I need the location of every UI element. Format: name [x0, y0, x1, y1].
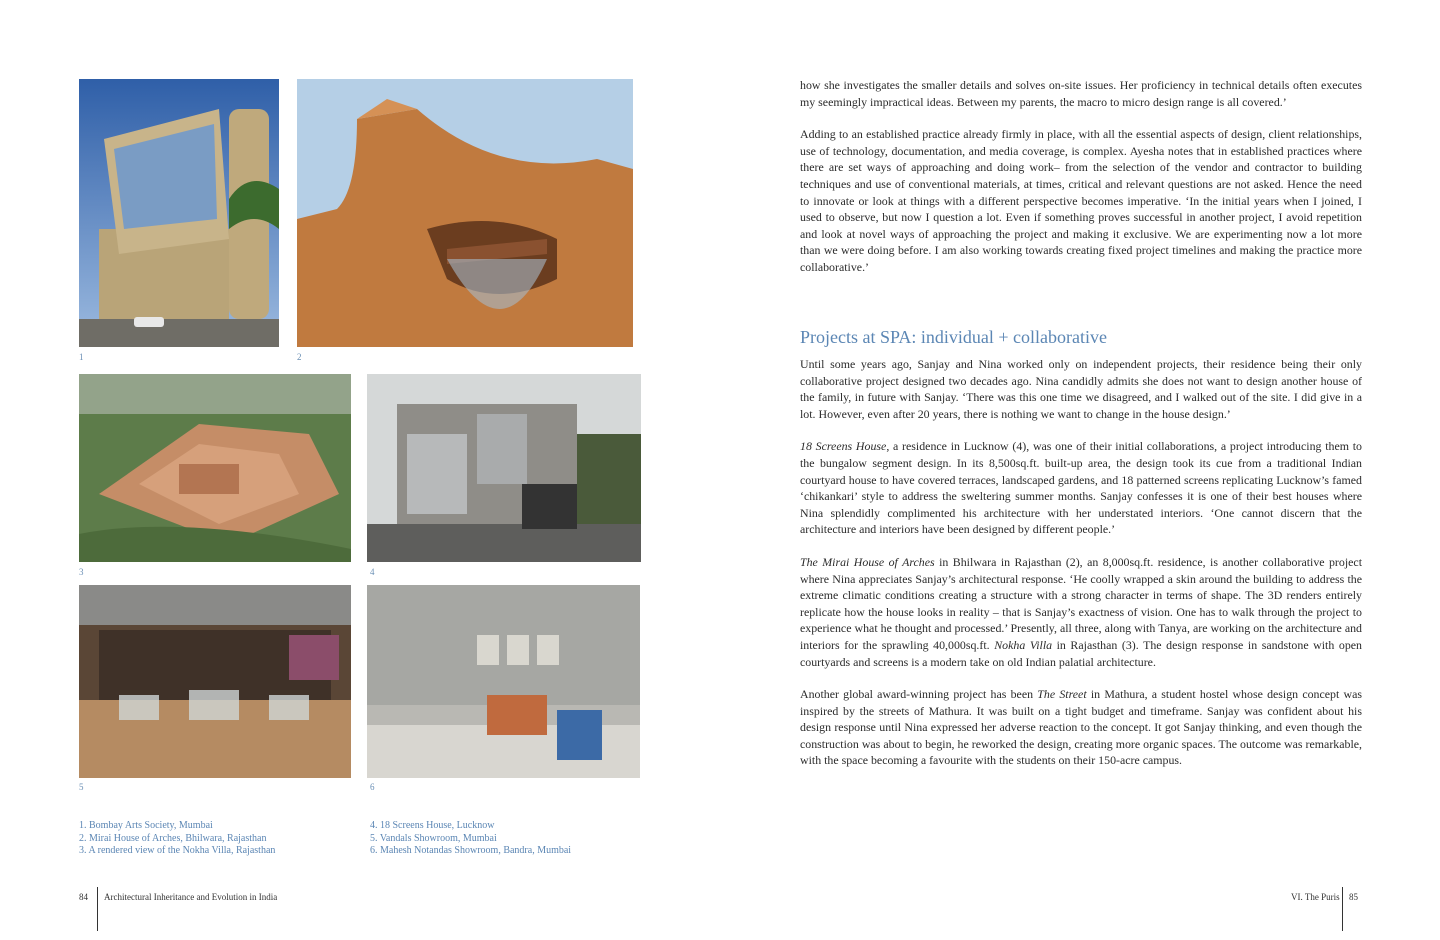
photo-bombay-arts-society	[79, 79, 279, 347]
footer-page-number-right: 85	[1349, 892, 1358, 902]
caption-4: 4. 18 Screens House, Lucknow	[370, 820, 495, 831]
caption-1: 1. Bombay Arts Society, Mumbai	[79, 820, 213, 831]
paragraph-5-text-a: in Bhilwara in Rajasthan (2), an 8,000sq.ft. residence, is another collaborative project where Nina appreciates Sanjay’s architectural response. ‘He coolly wrapped a skin around the building to address the extreme climatic conditions creating a structure with a strong character in terms of shape. The 3D renders entirely replicate how the house looks in reality – that is Sanjay’s exactness of vision. One has to walk through the project to experience what he thought and processed.’ Presently, all three, along with Tanya, are working on the architecture and interiors for the sprawling 40,000sq.ft.	[800, 554, 1362, 652]
photo-vandals-showroom	[79, 585, 351, 778]
paragraph-6-text-b: in Mathura, a student hostel whose design concept was inspired by the streets of Mathura. It was built on a tight budget and timeframe. Sanjay was confident about his design response until Nina expressed her adverse reaction to the concept. It got Sanjay thinking, and even though the construction was about to begin, he reworked the design, creating more organic spaces. The outcome was remarkable, with the space becoming a favourite with the students on their 150-acre campus.	[800, 687, 1363, 768]
photo-nokha-villa-render	[79, 374, 351, 562]
photo-number-2: 2	[297, 352, 302, 362]
captions-right-column	[370, 820, 571, 858]
footer-divider-right	[1342, 887, 1343, 931]
section-heading: Projects at SPA: individual + collaborative	[800, 327, 1107, 347]
photo-number-6: 6	[370, 782, 375, 792]
project-name-mirai: The Mirai House of Arches	[800, 554, 935, 569]
paragraph-5	[800, 554, 1362, 670]
paragraph-2: Adding to an established practice already firmly in place, with all the essential aspects of design, client relationships, use of technology, documentation, and media coverage, is complex. Ayesha notes that in established practices where there are set ways of approaching and doing work– from the selection of the vendor and contractor to building techniques and use of conventional materials, at times, critical and relevant questions are not asked. Hence the need to innovate or look at things with a different perspective becomes imperative. ‘In the initial years when I joined, I used to observe, but now I question a lot. Even if something proves successful in another project, I avoid repetition and look at novel ways of approaching the project and making it exclusive. We are experimenting now a lot more than we were doing before. I am also working towards creating fixed project timelines and making the practice more collaborative.’	[800, 127, 1362, 274]
photo-number-4: 4	[370, 567, 375, 577]
caption-5: 5. Vandals Showroom, Mumbai	[370, 832, 497, 844]
caption-3: 3. A rendered view of the Nokha Villa, Rajasthan	[79, 845, 276, 856]
paragraph-6	[800, 686, 1362, 769]
footer-divider-left	[97, 887, 98, 931]
caption-6: 6. Mahesh Notandas Showroom, Bandra, Mumbai	[370, 845, 572, 856]
captions-left-column	[79, 820, 275, 858]
photo-number-3: 3	[79, 567, 84, 577]
body-text-bottom	[800, 356, 1362, 785]
project-name-18-screens: 18 Screens House	[800, 439, 887, 454]
photo-number-5: 5	[79, 782, 84, 792]
body-text-top	[800, 77, 1362, 292]
paragraph-6-text-a: Another global award-winning project has been	[800, 687, 1038, 702]
paragraph-1: how she investigates the smaller details and solves on-site issues. Her proficiency in technical details often executes my seemingly impractical ideas. Between my parents, the macro to micro design range is all covered.’	[800, 78, 1362, 109]
photo-mahesh-notandas-showroom	[367, 585, 640, 778]
footer-chapter-title: VI. The Puris	[1291, 892, 1340, 902]
photo-18-screens-house	[367, 374, 641, 562]
footer-page-number-left: 84	[79, 892, 88, 902]
photo-mirai-house-of-arches	[297, 79, 633, 347]
paragraph-3: Until some years ago, Sanjay and Nina worked only on independent projects, their residence being their only collaborative project designed two decades ago. Nina candidly admits she does not want to design another house of the family, in future with Sanjay. ‘There was this one time we disagreed, and I walked out of the site. I did give in a lot. However, even after 20 years, there is nothing we want to change in the house design.’	[800, 357, 1362, 421]
paragraph-5-text-b: in Rajasthan (3). The design response in sandstone with open courtyards and screens is a modern take on old Indian palatial architecture.	[800, 637, 1362, 669]
project-name-nokha: Nokha Villa	[994, 637, 1053, 652]
paragraph-4	[800, 438, 1362, 538]
photo-number-1: 1	[79, 352, 84, 362]
paragraph-4-text: , a residence in Lucknow (4), was one of their initial collaborations, a project introducing them to the bungalow segment design. In its 8,500sq.ft. built-up area, the design took its cue from a traditional Indian courtyard house to have covered terraces, landscaped gardens, and 18 patterned screens replicating Lucknow’s famed ‘chikankari’ style to address the sweltering summer months. Sanjay confesses it is one of their best houses where Nina splendidly complimented his architecture with her understated interiors. ‘One cannot discern that the architecture and interiors have been designed by different people.’	[800, 439, 1362, 537]
project-name-the-street: The Street	[1037, 687, 1087, 702]
caption-2: 2. Mirai House of Arches, Bhilwara, Rajasthan	[79, 832, 267, 844]
footer-book-title: Architectural Inheritance and Evolution in India	[104, 892, 278, 902]
